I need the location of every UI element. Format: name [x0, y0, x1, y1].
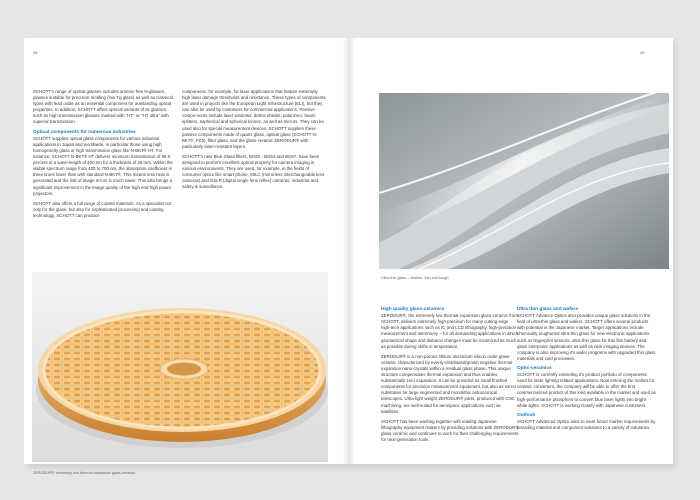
paragraph: SCHOTT supplies optical glass components for various industrial applications in Japan and worldwide, in particular those using high homogeneity glass or high transmission glass like N-BK7® HT. For instance, SCHOTT N-BK7® HT delivers minimum transmission of 99.6 percent at a wave-length of 400 nm for a thickness of 25 mm. Within the visible spectrum range from 400 to 700 nm, the absorption coefficient is three times lower than with standard N-BK7®. This means less heat is generated and the risk of image errors is much lower. This also brings a significant improvement in the image quality of the high end high power projectors.: [33, 135, 173, 196]
paragraph: SCHOTT has been working together with leading Japanese lithography equipment makers by providing solutions with ZERODUR® glass-ceramic and continues to work for their challenging requirements for next-generation tools.: [381, 418, 519, 442]
section-heading: Outlook: [517, 412, 536, 418]
paragraph: SCHOTT is currently extending it's product portfolio of components used for laser lighting related applications. Now entering the market for ceramic converters, the company will be able to offer the first commercialized product of this kind available in the market and used as high-performance phosphors to convert blue laser lights into bright white lights. SCHOTT is working closely with Japanese customers.: [517, 372, 656, 408]
paragraph: SCHOTT's new Blue Glass filters, BG60 - BG64 and BG67, have been designed to perform excellent optical property for camera imaging in various environments. They are used, for example, in the fields of consumer optics like smart-phone, MILC (mirrorless interchangeable lens cameras) and DSLR (digital single lens reflex) cameras, industrial and safety & surveillance.: [182, 153, 325, 190]
section-heading: Optical components for numerous industries: [33, 129, 136, 135]
spine-gutter: [343, 38, 355, 464]
page-number: 28: [33, 50, 38, 55]
paragraph: SCHOTT Advance Optics also provides unique glass solutions in the field of ultra-thin glass and wafers. SCHOTT offers several products with potential in the Japanese market. Target applications include chemically toughened ultra-thin glass for new electronic applications such as fingerprint sensors, ultra-thin glass for thin film battery and glass interposer applications as well as new imaging devices. The company is also improving it's wafer programs with upgraded thin glass materials and cold processes.: [517, 313, 656, 361]
ultra-thin-glass-photo: [379, 93, 669, 269]
section-heading: Optic-ceramics: [517, 365, 552, 371]
paragraph: SCHOTT's range of optical glasses includes arsenic-free N-glasses, glasses suitable for precision molding (low Tg glass) as well as classical types with lead oxide as an essential component for outstanding optical properties. In addition, SCHOTT offers special variants of its glasses, such as high transmission glasses marked with "HT" or "HT ultra" with superior transmission.: [33, 89, 173, 125]
section-heading: Ultra thin glass and wafers: [517, 307, 579, 312]
left-page: [24, 38, 349, 475]
right-column-2: [517, 307, 657, 435]
figure-caption: Ultra-thin glass – flexible, thin and tough: [381, 276, 449, 280]
left-column-2: [182, 89, 327, 195]
paragraph: SCHOTT Advanced Optics aims to meet future market requirements by providing material and component solutions to a variety of industries.: [517, 418, 656, 431]
page-number: 29: [640, 50, 645, 55]
figure-caption: ZERODUR® extremely low thermal expansion glass-ceramic: [33, 471, 136, 475]
paragraph: components, for example, for laser applications that feature extremely high laser damage thresholds and resistance. These types of components are used in projects like the European Light Infrastructure (ELI), but they can also be used by customers for commercial applications. Passive compo-nents include laser windows, debris shields, polarizers, beam splitters, aspherical and spherical lenses, as well as mirrors. They can be used also for special measurement devices. SCHOTT supplies these passive components made of quartz glass, optical glass (SCHOTT N-BK7®, FK5), filter glass, and the glass-ceramic ZERODUR® with particularly laser-resistant layers.: [182, 89, 326, 149]
right-page: [349, 38, 673, 464]
section-heading: High quality glass-ceramics: [381, 307, 445, 312]
zerodur-disc-photo: [32, 272, 328, 462]
left-column-1: [33, 89, 176, 223]
paragraph: ZERODUR®, the extremely low thermal expansion glass-ceramic from SCHOTT, delivers extremely high precision for many cutting-edge high-tech applications such as IC and LCD lithography, high-precision measurement and astronomy – for all demanding applications in which geometrical shape and distance changes must be minimized as much as possible during shifts in temperature.: [381, 313, 519, 349]
right-column-1: [381, 307, 519, 447]
paragraph: SCHOTT also offers a full range of coated materials. As a specialist not only for the glass, but also for sophisticated processing and coating technology, SCHOTT can produce: [33, 200, 172, 218]
paragraph: ZERODUR® is a non-porous lithium aluminium silicon oxide glass-ceramic characterized by evenly-distributed/grown negative thermal expansion nano-crystals within a residual glass phase. This unique structure compensates thermal expansion and thus enables substantially zero expansion. It can be provided as small finished components for precision measurement equipment, but also as mirror substrates for large segmented and monolithic astronomical telescopes. Ultra-light weight ZERODUR® parts, produced with CNC machining, are well-suited for aerospace applications such as satellites.: [381, 353, 517, 414]
